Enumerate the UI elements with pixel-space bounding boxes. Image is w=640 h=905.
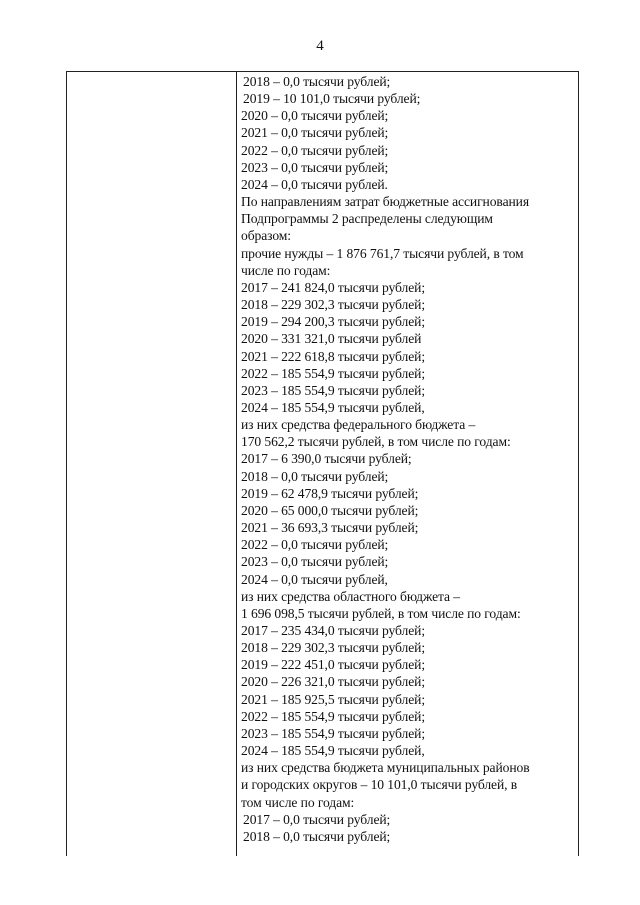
- text-line: 2024 – 0,0 тысячи рублей,: [241, 571, 388, 587]
- text-line: 2018 – 0,0 тысячи рублей;: [243, 74, 391, 89]
- text-line: том числе по годам:: [241, 794, 355, 810]
- text-line: 2023 – 0,0 тысячи рублей;: [241, 554, 389, 570]
- text-line: 2019 – 294 200,3 тысячи рублей;: [241, 314, 426, 330]
- text-line: 2021 – 222 618,8 тысячи рублей;: [241, 348, 426, 364]
- text-line: 2023 – 185 554,9 тысячи рублей;: [241, 382, 426, 398]
- text-line: 2020 – 65 000,0 тысячи рублей;: [241, 502, 419, 518]
- text-line: По направлениям затрат бюджетные ассигнования: [241, 194, 530, 210]
- text-line: прочие нужды – 1 876 761,7 тысячи рублей, в том: [241, 245, 524, 261]
- text-line: и городских округов – 10 101,0 тысячи рублей, в: [241, 777, 518, 793]
- text-line: 2018 – 229 302,3 тысячи рублей;: [241, 297, 426, 313]
- text-line: из них средства областного бюджета –: [241, 588, 460, 604]
- text-line: 1 696 098,5 тысячи рублей, в том числе по годам:: [241, 605, 521, 621]
- table-cell-right: [241, 73, 575, 845]
- text-line: 2024 – 185 554,9 тысячи рублей,: [241, 399, 425, 415]
- text-line: 170 562,2 тысячи рублей, в том числе по годам:: [241, 434, 511, 450]
- text-line: из них средства федерального бюджета –: [241, 417, 476, 433]
- text-line: 2021 – 36 693,3 тысячи рублей;: [241, 520, 419, 536]
- text-line: 2018 – 0,0 тысячи рублей;: [241, 468, 389, 484]
- text-line: 2022 – 185 554,9 тысячи рублей;: [241, 365, 426, 381]
- text-line: 2021 – 185 925,5 тысячи рублей;: [241, 691, 426, 707]
- text-line: 2020 – 331 321,0 тысячи рублей: [241, 331, 422, 347]
- text-line: 2023 – 185 554,9 тысячи рублей;: [241, 725, 426, 741]
- text-line: 2019 – 10 101,0 тысячи рублей;: [243, 91, 421, 107]
- text-line: 2017 – 241 824,0 тысячи рублей;: [241, 279, 426, 295]
- text-line: 2024 – 185 554,9 тысячи рублей,: [241, 743, 425, 759]
- text-line: 2019 – 222 451,0 тысячи рублей;: [241, 657, 426, 673]
- text-line: образом:: [241, 228, 291, 244]
- text-line: 2021 – 0,0 тысячи рублей;: [241, 125, 389, 141]
- text-line: числе по годам:: [241, 262, 331, 278]
- document-table: [66, 71, 579, 856]
- text-line: 2017 – 235 434,0 тысячи рублей;: [241, 623, 426, 638]
- column-divider: [236, 72, 237, 856]
- text-line: из них средства бюджета муниципальных районов: [241, 760, 530, 776]
- text-line: 2017 – 0,0 тысячи рублей;: [243, 811, 391, 827]
- text-line: 2020 – 226 321,0 тысячи рублей;: [241, 674, 426, 690]
- text-line: 2019 – 62 478,9 тысячи рублей;: [241, 485, 419, 501]
- text-line: 2022 – 0,0 тысячи рублей;: [241, 142, 389, 158]
- text-line: 2017 – 6 390,0 тысячи рублей;: [241, 451, 412, 467]
- text-line: 2022 – 185 554,9 тысячи рублей;: [241, 708, 426, 724]
- text-line: 2018 – 0,0 тысячи рублей;: [243, 828, 391, 844]
- text-line: 2024 – 0,0 тысячи рублей.: [241, 176, 388, 192]
- text-line: 2018 – 229 302,3 тысячи рублей;: [241, 640, 426, 656]
- text-line: 2023 – 0,0 тысячи рублей;: [241, 159, 389, 175]
- text-line: Подпрограммы 2 распределены следующим: [241, 211, 493, 227]
- text-line: 2020 – 0,0 тысячи рублей;: [241, 108, 389, 124]
- page-number: 4: [316, 38, 324, 54]
- text-line: 2022 – 0,0 тысячи рублей;: [241, 537, 389, 553]
